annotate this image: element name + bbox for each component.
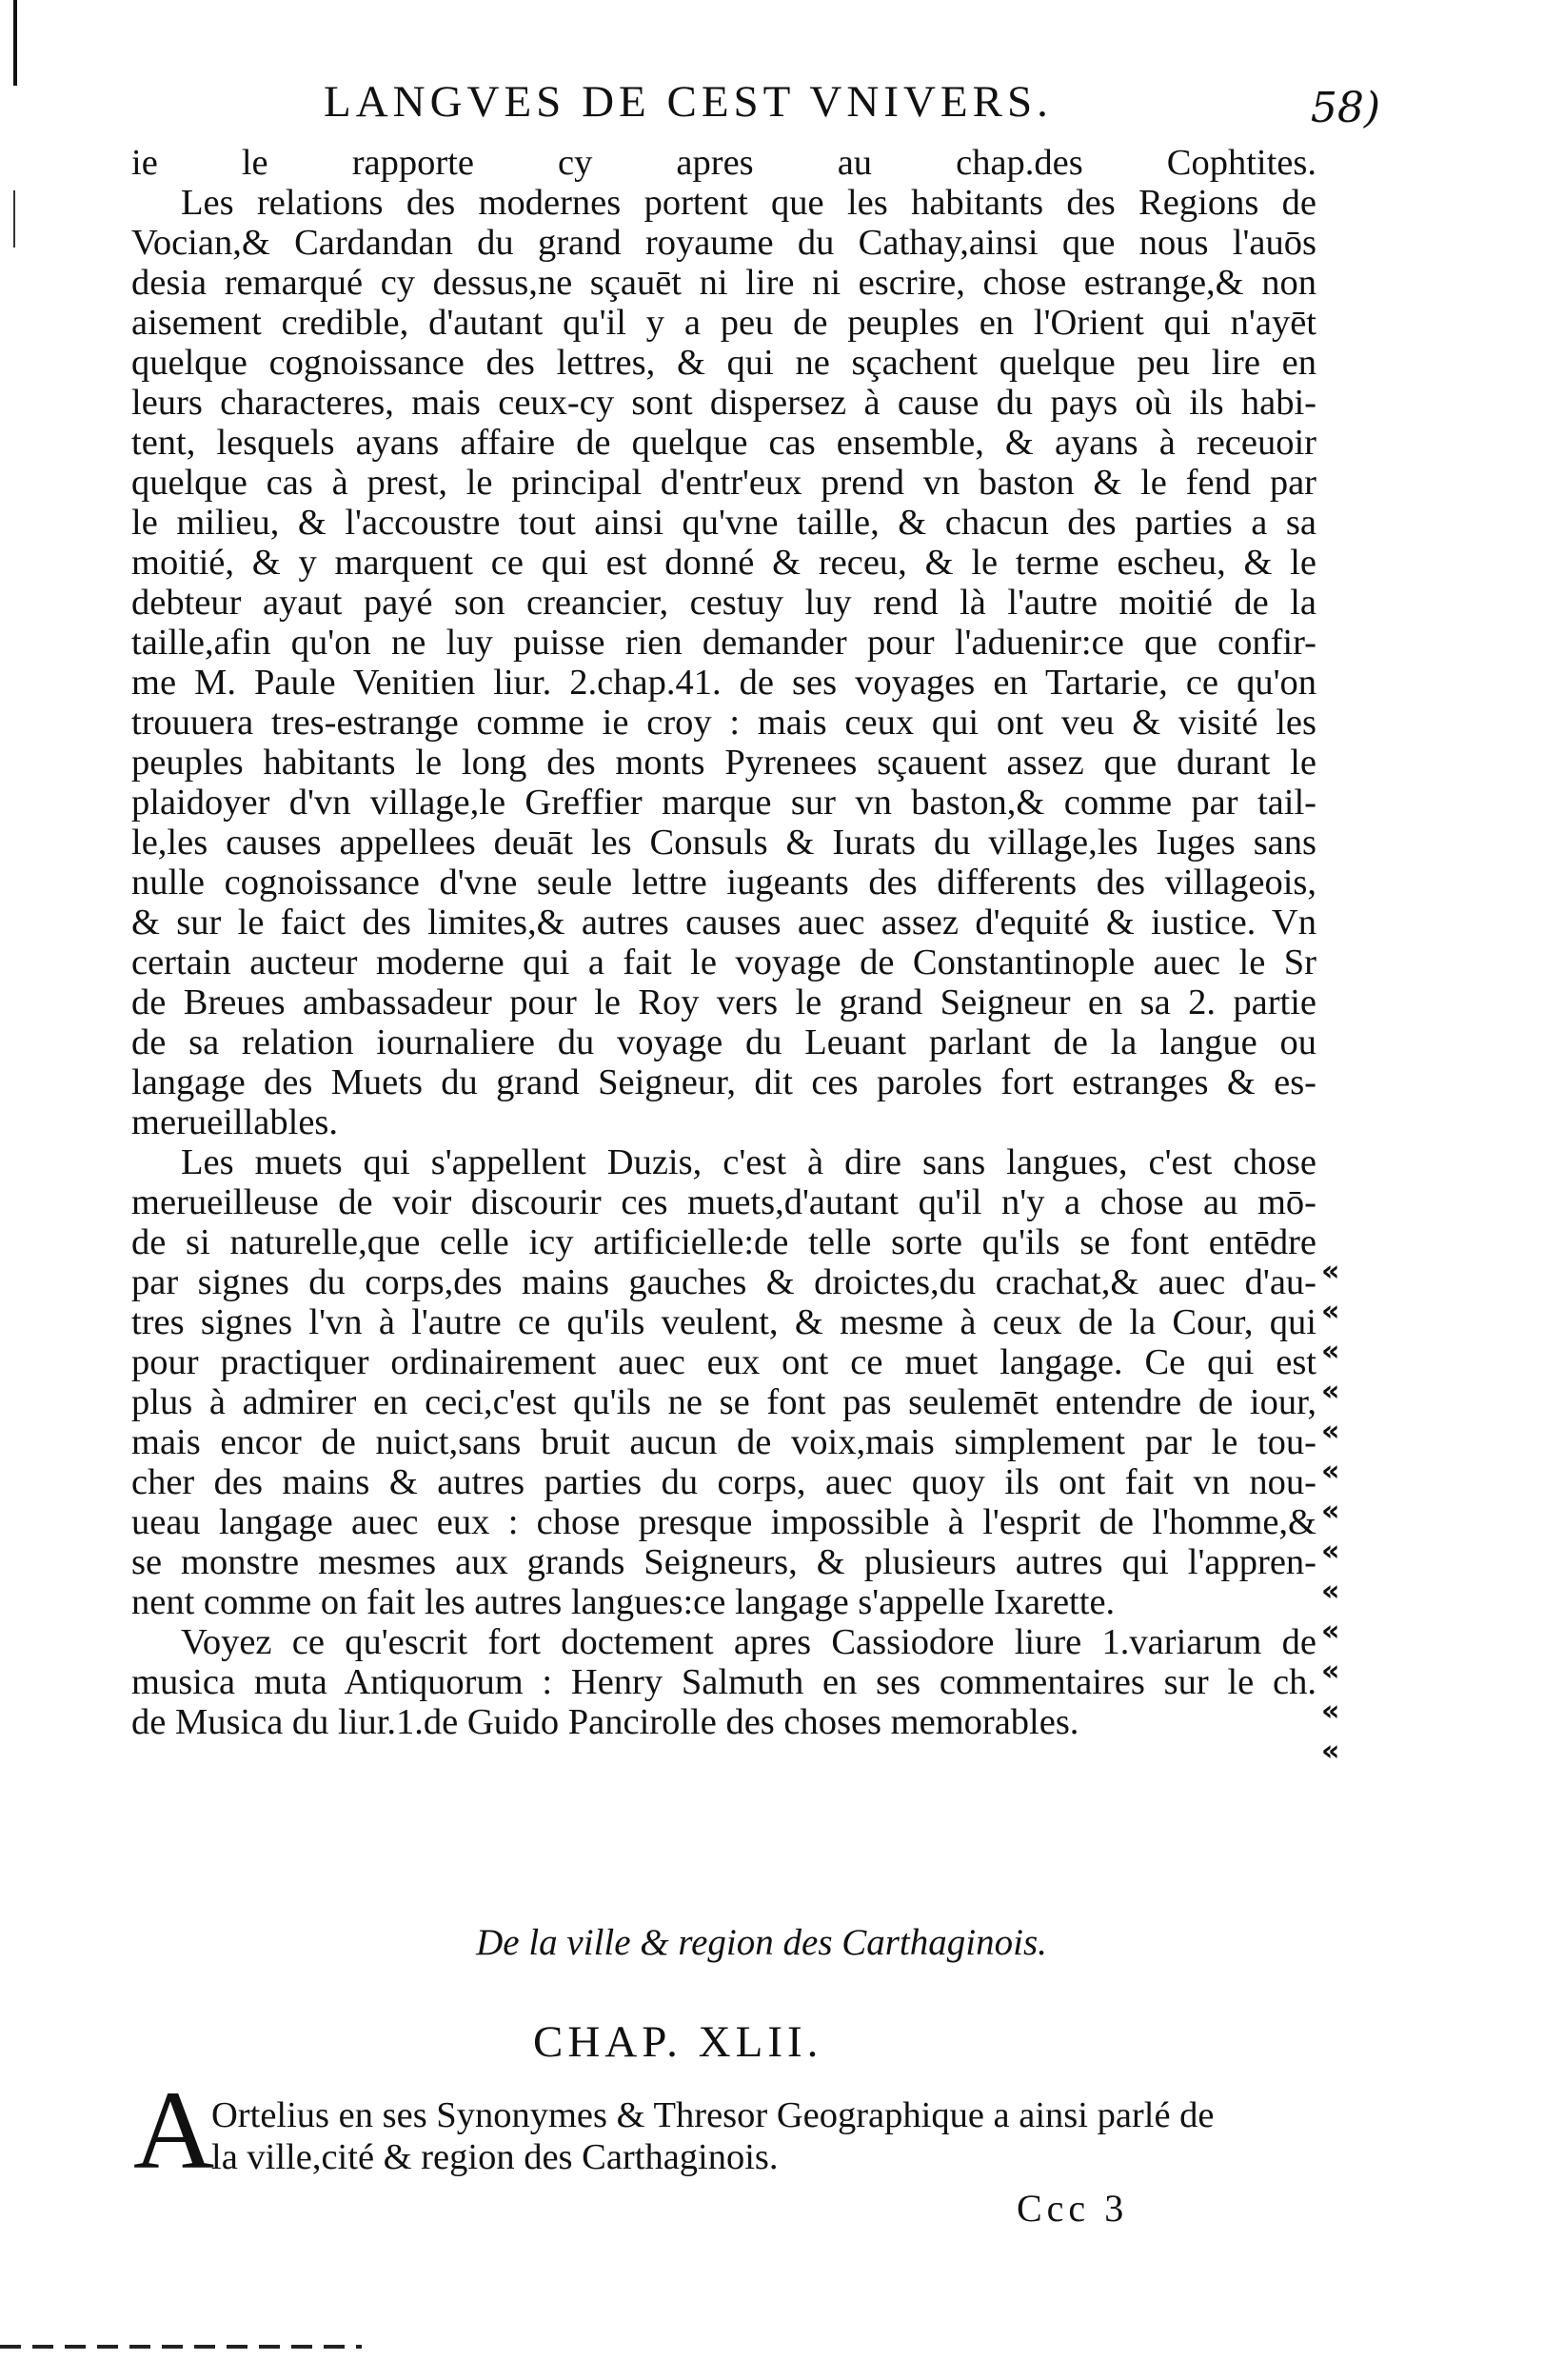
text-line: leurs characteres, mais ceux-cy sont dispersez à cause du pays où ils habi- [131,383,1316,423]
quote-mark: « [1321,1695,1340,1728]
running-title: LANGVES DE CEST VNIVERS. [324,77,1053,127]
body-text [131,143,1316,1742]
text-line: desia remarqué cy dessus,ne sçauēt ni lire ni escrire, chose estrange,& non [131,263,1316,303]
chapter-text [211,2094,1316,2178]
text-line: le milieu, & l'accoustre tout ainsi qu'vne taille, & chacun des parties a sa [131,503,1316,543]
quote-mark: « [1321,1615,1340,1648]
text-line: nulle cognoissance d'vne seule lettre iugeants des differents des villageois, [131,863,1316,902]
quote-mark: « [1321,1335,1340,1368]
text-line: tent, lesquels ayans affaire de quelque cas ensemble, & ayans à receuoir [131,423,1316,463]
signature-mark: Ccc 3 [1017,2187,1129,2230]
text-line: taille,afin qu'on ne luy puisse rien demander pour l'aduenir:ce que confir- [131,623,1316,663]
text-line: tres signes l'vn à l'autre ce qu'ils veulent, & mesme à ceux de la Cour, qui [131,1302,1316,1342]
quote-mark: « [1321,1455,1340,1488]
drop-capital: A [133,2068,215,2192]
text-line: me M. Paule Venitien liur. 2.chap.41. de ses voyages en Tartarie, ce qu'on [131,663,1316,703]
folio-number: 58) [1310,84,1380,132]
page-edge-mark [13,190,15,248]
text-line: Les relations des modernes portent que les habitants des Regions de [181,183,1316,223]
text-line: aisement credible, d'autant qu'il y a peu de peuples en l'Orient qui n'ayēt [131,303,1316,343]
text-line: merueillables. [131,1102,339,1142]
text-line: par signes du corps,des mains gauches & droictes,du crachat,& auec d'au- [131,1262,1316,1302]
text-line: la ville,cité & region des Carthaginois. [211,2137,779,2177]
text-line: & sur le faict des limites,& autres causes auec assez d'equité & iustice. Vn [131,902,1316,942]
text-line: Voyez ce qu'escrit fort doctement apres Cassiodore liure 1.variarum de [181,1622,1316,1662]
text-line: Vocian,& Cardandan du grand royaume du Cathay,ainsi que nous l'auōs [131,223,1316,263]
text-line: mais encor de nuict,sans bruit aucun de voix,mais simplement par le tou- [131,1422,1316,1462]
text-line: pour practiquer ordinairement auec eux ont ce muet langage. Ce qui est [131,1342,1316,1382]
quote-mark: « [1321,1655,1340,1688]
text-line: le,les causes appellees deuāt les Consuls & Iurats du village,les Iuges sans [131,823,1316,863]
margin-quote-marks [1321,1252,1350,1772]
text-line: de Breues ambassadeur pour le Roy vers le grand Seigneur en sa 2. partie [131,982,1316,1022]
text-line: moitié, & y marquent ce qui est donné & receu, & le terme escheu, & le [131,543,1316,583]
text-line: Les muets qui s'appellent Duzis, c'est à dire sans langues, c'est chose [181,1142,1316,1182]
quote-mark: « [1321,1735,1340,1768]
chapter-heading: CHAP. XLII. [533,2017,823,2067]
quote-mark: « [1321,1375,1340,1408]
text-line: cher des mains & autres parties du corps, auec quoy ils ont fait vn nou- [131,1462,1316,1502]
text-line: debteur ayaut payé son creancier, cestuy luy rend là l'autre moitié de la [131,583,1316,623]
text-line: plus à admirer en ceci,c'est qu'ils ne se font pas seulemēt entendre de iour, [131,1382,1316,1422]
text-line: certain aucteur moderne qui a fait le voyage de Constantinople auec le Sr [131,942,1316,982]
text-line: de Musica du liur.1.de Guido Pancirolle des choses memorables. [131,1702,1079,1742]
quote-mark: « [1321,1495,1340,1528]
quote-mark: « [1321,1295,1340,1328]
quote-mark: « [1321,1415,1340,1448]
text-line: nent comme on fait les autres langues:ce langage s'appelle Ixarette. [131,1582,1116,1622]
text-line: trouuera tres-estrange comme ie croy : mais ceux qui ont veu & visité les [131,703,1316,743]
text-line: plaidoyer d'vn village,le Greffier marque sur vn baston,& comme par tail- [131,783,1316,823]
text-line: langage des Muets du grand Seigneur, dit ces paroles fort estranges & es- [131,1062,1316,1102]
text-line: ie le rapporte cy apres au chap.des Cophtites. [131,143,1316,183]
text-line: Ortelius en ses Synonymes & Thresor Geographique a ainsi parlé de [211,2095,1215,2135]
text-line: ueau langage auec eux : chose presque impossible à l'esprit de l'homme,& [131,1502,1316,1542]
text-line: de si naturelle,que celle icy artificielle:de telle sorte qu'ils se font entēdre [131,1222,1316,1262]
page-header [324,76,1380,143]
text-line: quelque cas à prest, le principal d'entr'eux prend vn baston & le fend par [131,463,1316,503]
section-caption: De la ville & region des Carthaginois. [476,1922,1047,1963]
text-line: merueilleuse de voir discourir ces muets,d'autant qu'il n'y a chose au mō- [131,1182,1316,1222]
text-line: musica muta Antiquorum : Henry Salmuth en ses commentaires sur le ch. [131,1662,1316,1702]
text-line: peuples habitants le long des monts Pyrenees sçauent assez que durant le [131,743,1316,783]
quote-mark: « [1321,1575,1340,1608]
text-line: de sa relation iournaliere du voyage du Leuant parlant de la langue ou [131,1022,1316,1062]
page-edge-mark [13,0,17,86]
text-line: quelque cognoissance des lettres, & qui ne sçachent quelque peu lire en [131,343,1316,383]
text-line: se monstre mesmes aux grands Seigneurs, & plusieurs autres qui l'appren- [131,1542,1316,1582]
bottom-ornament-rule [0,2345,362,2349]
quote-mark: « [1321,1535,1340,1568]
quote-mark: « [1321,1255,1340,1288]
